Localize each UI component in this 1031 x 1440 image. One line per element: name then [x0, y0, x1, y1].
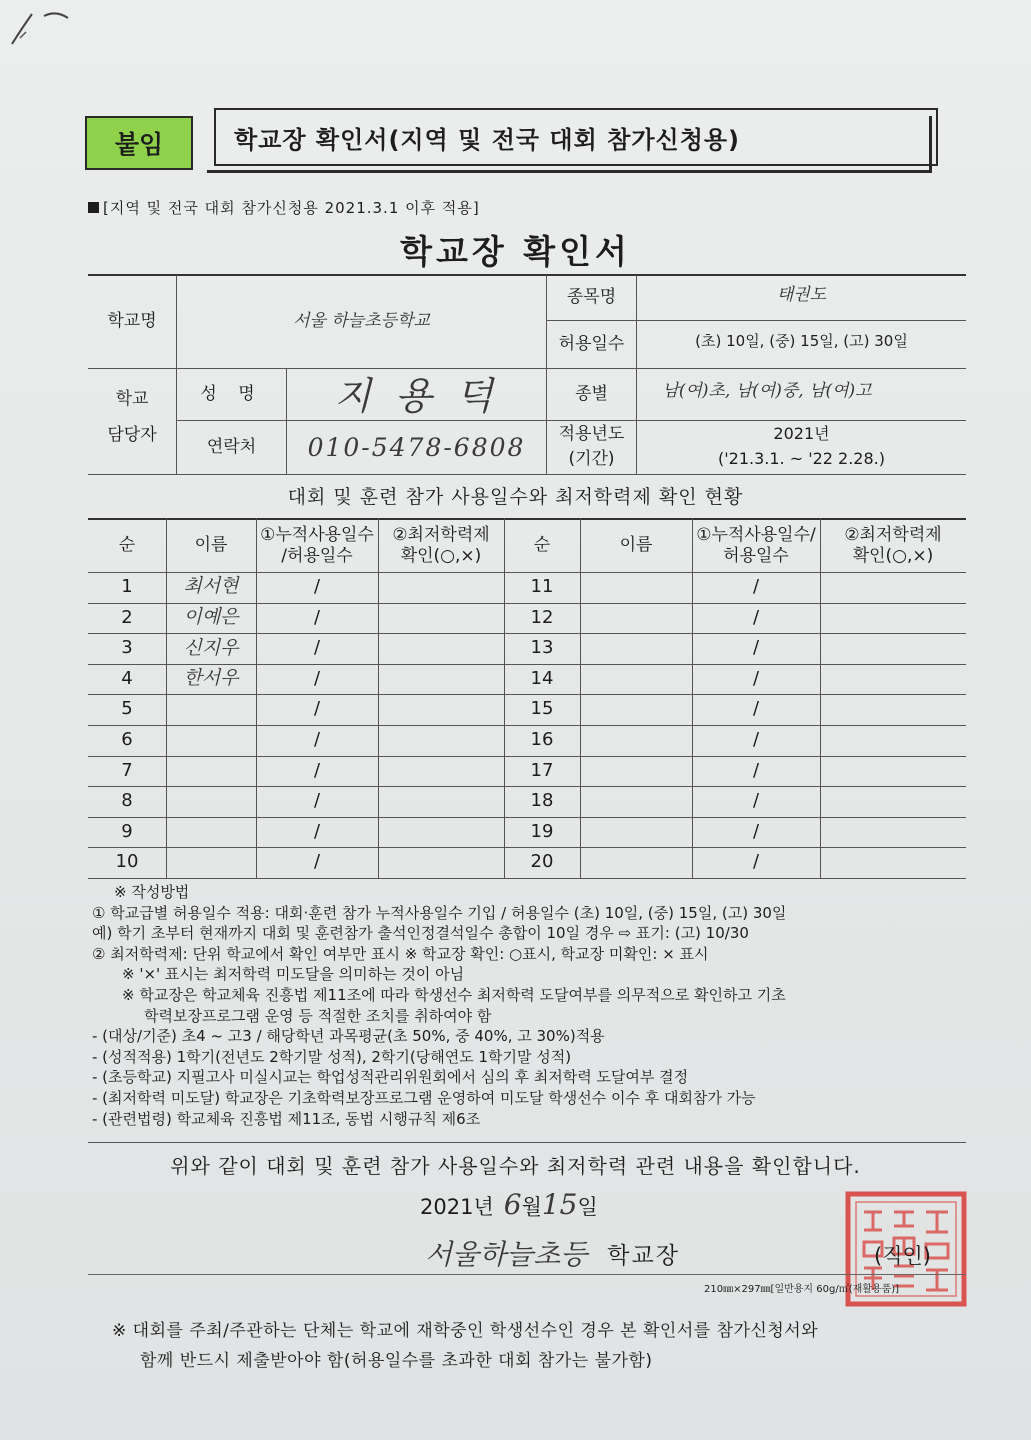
- used-days-slash: /: [752, 729, 760, 751]
- header-used-days-text: ①누적사용일수/: [696, 524, 816, 545]
- student-name: 신지우: [183, 636, 239, 659]
- row-number: 8: [121, 790, 133, 812]
- student-name: [166, 847, 256, 878]
- student-name: [580, 633, 692, 664]
- square-bullet-icon: [88, 202, 99, 213]
- paper-spec: 210㎜×297㎜[일반용지 60g/㎡(재활용품)]: [704, 1284, 900, 1295]
- year-value-1: 2021년: [773, 424, 830, 443]
- used-days-slash: /: [752, 820, 760, 842]
- student-name: [580, 756, 692, 787]
- submission-notice-line-2: 함께 반드시 제출받아야 함(허용일수를 초과한 대회 참가는 불가함): [140, 1351, 653, 1371]
- date-month: 6: [503, 1188, 522, 1221]
- student-name: [580, 603, 692, 634]
- used-days-slash: /: [313, 698, 321, 720]
- row-number: 1: [121, 576, 133, 598]
- row-number: 17: [530, 759, 554, 781]
- manager-label-2: 담당자: [107, 425, 157, 446]
- row-number: 3: [121, 637, 133, 659]
- confirmation-date: [420, 1188, 598, 1221]
- divider: [88, 1142, 966, 1143]
- event-label: 종목명: [566, 287, 617, 308]
- row-number: 11: [530, 576, 554, 598]
- instruction-item: - (초등학교) 지필고사 미실시교는 학업성적관리위원회에서 심의 후 최저학력 도달여부 결정: [92, 1068, 689, 1087]
- header-min-achievement-text: 확인(○,×): [400, 546, 482, 566]
- row-number: 20: [530, 851, 554, 873]
- table-column-line: [378, 518, 379, 878]
- instruction-heading: ※ 작성방법: [114, 883, 190, 901]
- signature-school: 서울하늘초등: [425, 1238, 588, 1271]
- header-name-text: 이름: [619, 535, 653, 556]
- student-name: [166, 786, 256, 817]
- header-num: [88, 520, 166, 572]
- date-day: 15: [541, 1188, 578, 1221]
- used-days-slash: /: [752, 637, 760, 659]
- used-days-slash: /: [313, 851, 321, 873]
- contact-label: 연락처: [206, 436, 257, 457]
- student-name: [580, 572, 692, 603]
- header-used-days: [256, 520, 378, 572]
- applicability-note: [88, 197, 480, 218]
- used-days-slash: /: [313, 637, 321, 659]
- header-num-text: 순: [533, 535, 551, 556]
- student-name: [580, 786, 692, 817]
- signature-role: 학교장: [607, 1242, 680, 1269]
- year-label-1: 적용년도: [558, 424, 625, 445]
- header-min-achievement-text: ②최저학력제: [844, 524, 942, 545]
- row-number: 19: [530, 820, 554, 842]
- page-title: 학교장 확인서: [400, 232, 631, 271]
- row-number: 13: [530, 637, 554, 659]
- student-name: [166, 694, 256, 725]
- used-days-slash: /: [313, 759, 321, 781]
- instruction-item: 학력보장프로그램 운영 등 적절한 조치를 취하여야 함: [144, 1006, 492, 1025]
- row-number: 15: [530, 698, 554, 720]
- instruction-item: ※ 학교장은 학교체육 진흥법 제11조에 따라 학생선수 최저학력 도달여부를 의무적으로 확인하고 기초: [122, 985, 786, 1004]
- seal-label: (직인): [874, 1244, 931, 1268]
- header-min-achievement-text: 확인(○,×): [852, 546, 934, 566]
- pen-scratch-mark: [8, 4, 78, 48]
- row-number: 10: [115, 851, 139, 873]
- instruction-item: - (관련법령) 학교체육 진흥법 제11조, 동법 시행규칙 제6조: [92, 1109, 481, 1128]
- submission-notice: [112, 1316, 818, 1376]
- header-name-text: 이름: [194, 535, 228, 556]
- row-number: 14: [530, 667, 554, 689]
- student-name: [580, 847, 692, 878]
- confirmation-statement: 위와 같이 대회 및 훈련 참가 사용일수와 최저학력 관련 내용을 확인합니다.: [170, 1154, 861, 1178]
- date-day-unit: 일: [577, 1195, 598, 1219]
- row-number: 4: [121, 667, 133, 689]
- attachment-tag: 붙임: [85, 116, 193, 170]
- document-header-title: 학교장 확인서(지역 및 전국 대회 참가신청용): [214, 108, 938, 166]
- used-days-slash: /: [313, 606, 321, 628]
- instruction-item: - (최저학력 미도달) 학교장은 기초학력보장프로그램 운영하여 미도달 학생선수 이수 후 대회참가 가능: [92, 1088, 756, 1107]
- student-name: [580, 725, 692, 756]
- divider: [88, 1274, 966, 1275]
- school-name-value: 서울 하늘초등학교: [293, 311, 430, 332]
- header-num-text: 순: [118, 535, 136, 556]
- instruction-item: ② 최저학력제: 단위 학교에서 확인 여부만 표시 ※ 학교장 확인: ○표시, 학교장 미확인: × 표시: [92, 944, 709, 963]
- date-month-unit: 월: [521, 1195, 542, 1219]
- table-rule: [88, 878, 966, 879]
- submission-notice-line-1: ※ 대회를 주최/주관하는 단체는 학교에 재학중인 학생선수인 경우 본 확인서를 참가신청서와: [112, 1321, 819, 1341]
- student-name: 이예은: [183, 606, 239, 629]
- header-name: [166, 520, 256, 572]
- row-number: 6: [121, 729, 133, 751]
- row-number: 18: [530, 790, 554, 812]
- instruction-item: - (대상/기준) 초4 ~ 고3 / 해당학년 과목평균(초 50%, 중 40%, 고 30%)적용: [92, 1027, 605, 1046]
- header-used-days-text: 허용일수: [723, 546, 789, 566]
- header-used-days: [692, 520, 820, 572]
- used-days-slash: /: [752, 790, 760, 812]
- instruction-item: ※ '×' 표시는 최저학력 미도달을 의미하는 것이 아님: [122, 965, 465, 984]
- used-days-slash: /: [313, 790, 321, 812]
- used-days-slash: /: [313, 667, 321, 689]
- student-name: [580, 694, 692, 725]
- student-name: [166, 725, 256, 756]
- header-min-achievement: [820, 520, 966, 572]
- contact-value: 010-5478-6808: [307, 432, 526, 462]
- used-days-slash: /: [752, 698, 760, 720]
- header-num: [504, 520, 580, 572]
- student-name: [166, 817, 256, 848]
- used-days-slash: /: [752, 606, 760, 628]
- applicability-note-text: [지역 및 전국 대회 참가신청용 2021.3.1 이후 적용]: [103, 199, 480, 217]
- type-value: 남(여)초, 남(여)중, 남(여)고: [662, 380, 872, 401]
- date-year: 2021년: [420, 1195, 494, 1219]
- used-days-slash: /: [313, 576, 321, 598]
- instruction-item: ① 학교급별 허용일수 적용: 대회·훈련 참가 누적사용일수 기입 / 허용일수 (초) 10일, (중) 15일, (고) 30일: [92, 903, 787, 922]
- header-name: [580, 520, 692, 572]
- used-days-slash: /: [752, 667, 760, 689]
- used-days-slash: /: [752, 576, 760, 598]
- student-name: [166, 756, 256, 787]
- student-name: [580, 817, 692, 848]
- row-number: 12: [530, 606, 554, 628]
- manager-label-1: 학교: [115, 389, 149, 410]
- row-number: 7: [121, 759, 133, 781]
- student-name: 최서현: [183, 575, 239, 598]
- allowed-days-label: 허용일수: [558, 333, 625, 354]
- school-name-label: 학교명: [107, 311, 157, 332]
- allowed-days-value: (초) 10일, (중) 15일, (고) 30일: [695, 331, 908, 350]
- writing-instructions: [92, 882, 972, 1129]
- used-days-slash: /: [313, 820, 321, 842]
- header-used-days-text: /허용일수: [281, 546, 353, 566]
- used-days-slash: /: [752, 759, 760, 781]
- header-used-days-text: ①누적사용일수: [260, 524, 374, 545]
- table-column-line: [820, 518, 821, 878]
- manager-name-value: 지 용 덕: [334, 373, 499, 418]
- student-name: 한서우: [183, 667, 239, 690]
- instruction-item: - (성적적용) 1학기(전년도 2학기말 성적), 2학기(당해연도 1학기말 성적): [92, 1047, 572, 1066]
- header-min-achievement-text: ②최저학력제: [392, 524, 490, 545]
- event-value: 태권도: [776, 285, 827, 306]
- used-days-slash: /: [752, 851, 760, 873]
- row-number: 5: [121, 698, 133, 720]
- row-number: 16: [530, 729, 554, 751]
- type-label: 종별: [575, 383, 608, 404]
- signature-line: [425, 1233, 680, 1273]
- year-value-2: ('21.3.1. ~ '22 2.28.): [718, 449, 885, 468]
- row-number: 9: [121, 820, 133, 842]
- year-label-2: (기간): [568, 449, 615, 470]
- header-min-achievement: [378, 520, 504, 572]
- used-days-slash: /: [313, 729, 321, 751]
- instruction-item: 예) 학기 초부터 현재까지 대회 및 훈련참가 출석인정결석일수 총합이 10일 경우 ⇨ 표기: (고) 10/30: [92, 924, 749, 943]
- row-number: 2: [121, 606, 133, 628]
- student-name: [580, 664, 692, 695]
- status-section-title: 대회 및 훈련 참가 사용일수와 최저학력제 확인 현황: [287, 486, 744, 508]
- name-label: 성 명: [200, 383, 263, 404]
